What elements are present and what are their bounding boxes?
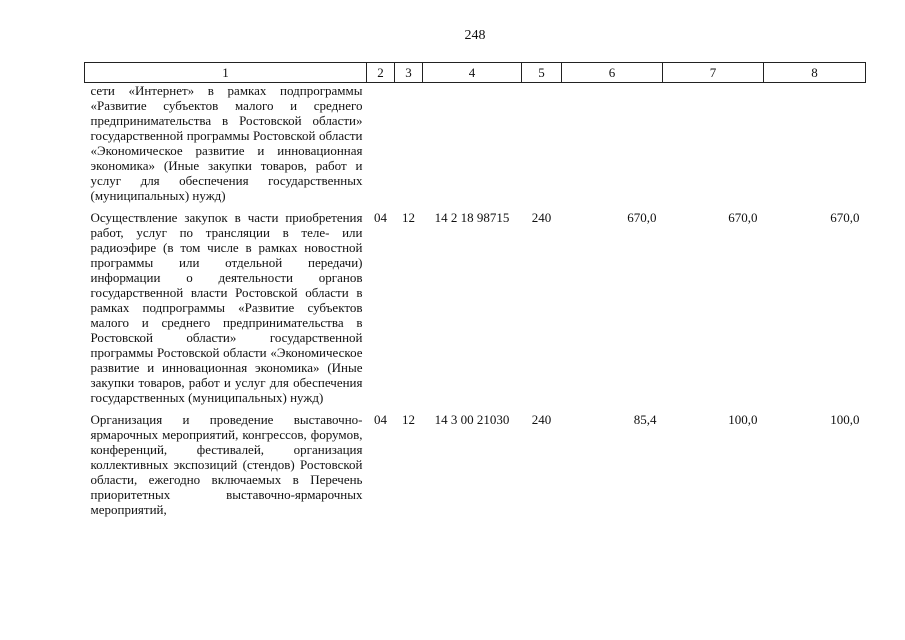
row-subsection: [395, 83, 423, 204]
row-target-article: 14 3 00 21030: [434, 412, 510, 427]
row-expense-type: 240: [531, 210, 552, 225]
row-value-col8: 100,0: [830, 412, 860, 427]
header-cell-2: 2: [367, 63, 395, 83]
header-cell-6: 6: [562, 63, 663, 83]
header-row: [85, 63, 866, 83]
row-description: сети «Интернет» в рамках подпрограммы «Развитие субъектов малого и среднего предпринимательства в Ростовской области» государственной программы Ростовской области «Экономическое развитие и инновационная экономика» (Иные закупки товаров, работ и услуг для обеспечения государственных (муниципальных) нужд): [90, 83, 363, 203]
row-section: 04: [374, 412, 387, 427]
header-cell-8: 8: [764, 63, 866, 83]
row-expense-type: 240: [531, 412, 552, 427]
table-row: [85, 405, 866, 517]
row-value-col8: [764, 83, 866, 204]
page-number: 248: [464, 28, 486, 43]
row-value-col6: 670,0: [627, 210, 657, 225]
row-expense-type: [522, 83, 562, 204]
row-section: 04: [374, 210, 387, 225]
row-description: Осуществление закупок в части приобретения работ, услуг по трансляции в теле- или радиоэфире (в том числе в рамках новостной программы или отдельной передачи) информации о деятельности органов государственной власти Ростовской области в рамках подпрограммы «Развитие субъектов малого и среднего предпринимательства в Ростовской области» государственной программы Ростовской области «Экономическое развитие и инновационная экономика» (Иные закупки товаров, работ и услуг для обеспечения государственных (муниципальных) нужд): [90, 210, 363, 405]
table-row: [85, 83, 866, 204]
header-cell-7: 7: [663, 63, 764, 83]
table-row: [85, 203, 866, 405]
row-value-col7: 100,0: [728, 412, 758, 427]
row-description: Организация и проведение выставочно-ярмарочных мероприятий, конгрессов, форумов, конференций, фестивалей, организация коллективных экспозиций (стендов) Ростовской области, ежегодно включаемых в Перечень приоритетных выставочно-ярмарочных мероприятий,: [90, 412, 363, 517]
row-value-col6: 85,4: [633, 412, 657, 427]
row-target-article: [423, 83, 522, 204]
header-cell-1: 1: [85, 63, 367, 83]
budget-table: [84, 62, 866, 517]
row-value-col8: 670,0: [830, 210, 860, 225]
row-value-col6: [562, 83, 663, 204]
row-value-col7: 670,0: [728, 210, 758, 225]
row-value-col7: [663, 83, 764, 204]
row-subsection: 12: [402, 210, 415, 225]
header-cell-4: 4: [423, 63, 522, 83]
row-subsection: 12: [402, 412, 415, 427]
header-cell-3: 3: [395, 63, 423, 83]
row-target-article: 14 2 18 98715: [434, 210, 510, 225]
row-section: [367, 83, 395, 204]
header-cell-5: 5: [522, 63, 562, 83]
